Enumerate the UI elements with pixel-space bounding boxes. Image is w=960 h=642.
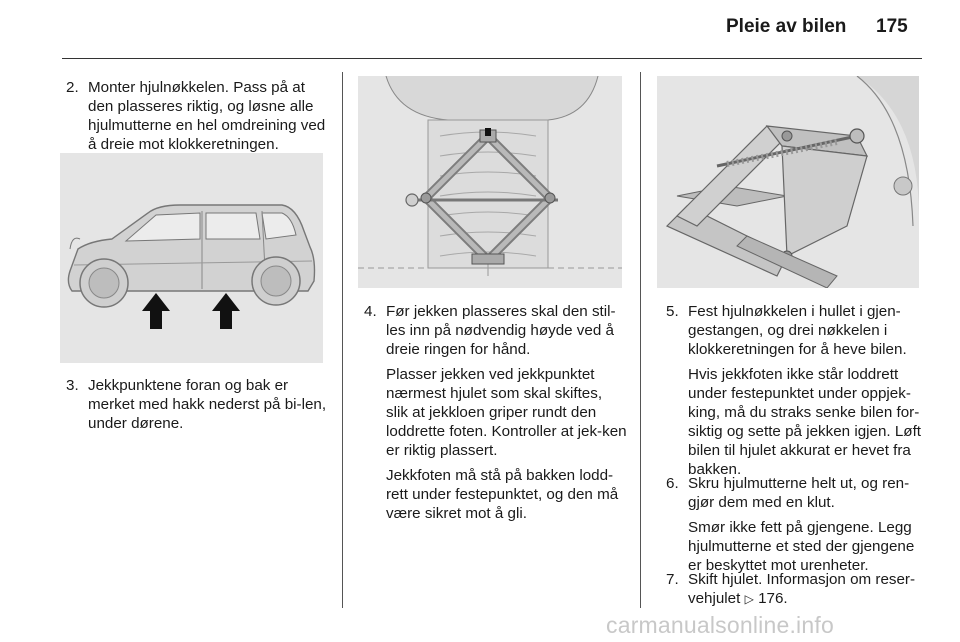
step-2 — [66, 78, 328, 154]
step-text: Fest hjulnøkkelen i hullet i gjen-gestangen, og drei nøkkelen i klokkeretningen for å heve bilen. — [688, 303, 907, 358]
step-number: 3. — [66, 377, 79, 394]
watermark: carmanualsonline.info — [606, 612, 834, 638]
header-rule — [62, 58, 922, 59]
step-number: 7. — [666, 571, 679, 588]
jack-front-illustration — [358, 76, 622, 288]
step-text: Skift hjulet. Informasjon om reser-vehjulet — [688, 571, 916, 607]
step-text: Skru hjulmutterne helt ut, og ren-gjør dem med en klut. — [688, 475, 910, 511]
step-4 — [364, 302, 628, 523]
step-paragraph: Plasser jekken ved jekkpunktet nærmest hjulet som skal skiftes, slik at jekkloen griper rundt den loddrette foten. Kontroller at jek-ken er riktig plassert. — [386, 366, 627, 459]
section-title: Pleie av bilen — [726, 16, 847, 37]
step-paragraph: Hvis jekkfoten ikke står loddrett under festepunktet under oppjek-king, må du straks senke bilen for-siktig og sette på jekken igjen. Løft bilen til hjulet akkurat er hevet fra bakken. — [688, 366, 922, 478]
step-number: 4. — [364, 303, 377, 320]
column-divider-2 — [640, 72, 641, 608]
step-number: 6. — [666, 475, 679, 492]
step-text: Monter hjulnøkkelen. Pass på at den plasseres riktig, og løsne alle hjulmutterne en hel omdreining ved å dreie mot klokkeretningen. — [88, 79, 326, 153]
step-6 — [666, 474, 926, 575]
step-text: Jekkpunktene foran og bak er merket med hakk nederst på bi-len, under dørene. — [88, 377, 327, 432]
step-paragraph: Smør ikke fett på gjengene. Legg hjulmutterne et sted der gjengene er beskyttet mot urenheter. — [688, 519, 915, 574]
step-text: Før jekken plasseres skal den stil-les inn på nødvendig høyde ved å dreie ringen for hånd. — [386, 303, 616, 358]
jack-side-illustration — [657, 76, 919, 288]
car-illustration — [60, 153, 323, 363]
step-number: 5. — [666, 303, 679, 320]
page-number: 175 — [876, 16, 908, 37]
page-reference-link[interactable]: 176. — [758, 590, 788, 607]
step-paragraph: Jekkfoten må stå på bakken lodd-rett under festepunktet, og den må være sikret mot å gli. — [386, 467, 619, 522]
arrow-ref-icon: ▷ — [744, 592, 754, 606]
step-number: 2. — [66, 79, 79, 96]
step-5 — [666, 302, 926, 479]
column-divider-1 — [342, 72, 343, 608]
step-7 — [666, 570, 926, 609]
step-3 — [66, 376, 328, 433]
